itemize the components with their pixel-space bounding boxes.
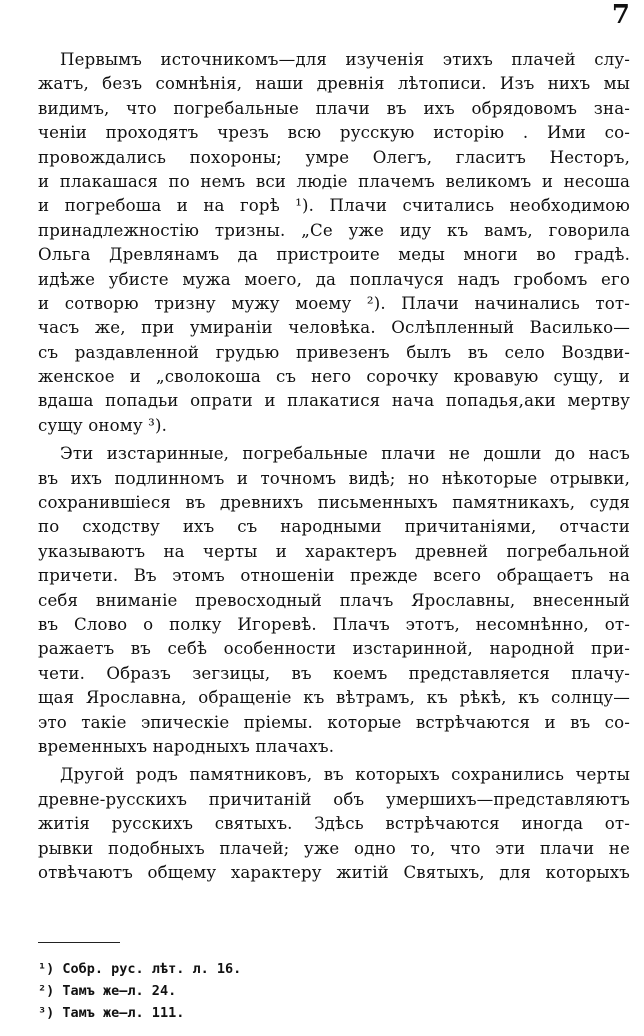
text-line: провождались похороны; умре Олегъ, гласитъ Несторъ, xyxy=(38,147,630,167)
text-line: Эти изстаринные, погребальные плачи не дошли до насъ xyxy=(60,444,630,464)
footnote-divider xyxy=(38,942,120,943)
text-line: и сотворю тризну мужу моему ²). Плачи начинались тот- xyxy=(38,293,630,313)
text-line: себя вниманіе превосходный плачъ Ярославны, внесенный xyxy=(38,590,630,610)
footnote-2 xyxy=(38,980,438,1002)
text-line: Ольга Древлянамъ да пристроите меды многи во градѣ. xyxy=(38,245,630,265)
text-line: идѣже убисте мужа моего, да поплачуся надъ гробомъ его xyxy=(38,269,630,289)
text-line: древне-русскихъ причитаній объ умершихъ—представляютъ xyxy=(38,789,630,809)
footnote-mark: ²) xyxy=(38,983,55,999)
footnote-mark: ³) xyxy=(38,1005,55,1021)
text-line: рывки подобныхъ плачей; уже одно то, что эти плачи не xyxy=(38,838,630,858)
text-line: съ раздавленной грудью привезенъ былъ въ село Воздви- xyxy=(38,342,630,362)
text-line: временныхъ народныхъ плачахъ. xyxy=(38,736,335,756)
text-line: это такіе эпическіе пріемы. которые встрѣчаются и въ со- xyxy=(38,712,630,732)
text-line: въ Слово о полку Игоревѣ. Плачъ этотъ, несомнѣнно, от- xyxy=(38,614,630,634)
text-line: указываютъ на черты и характеръ древней погребальной xyxy=(38,541,630,561)
footnote-mark: ¹) xyxy=(38,961,55,977)
main-text xyxy=(38,48,630,885)
page-number: 7 xyxy=(611,0,630,30)
paragraph-2 xyxy=(38,442,630,759)
footnote-text: Собр. рус. лѣт. л. 16. xyxy=(62,961,242,977)
text-line: Первымъ источникомъ—для изученія этихъ плачей слу- xyxy=(60,50,630,69)
paragraph-3 xyxy=(38,763,630,885)
text-line: принадлежностію тризны. „Се уже иду къ вамъ, говорила xyxy=(38,220,630,240)
text-line: видимъ, что погребальные плачи въ ихъ обрядовомъ зна- xyxy=(38,98,630,118)
footnotes xyxy=(38,958,438,1024)
footnote-1 xyxy=(38,958,438,980)
text-line: причети. Въ этомъ отношеніи прежде всего обращаетъ на xyxy=(38,566,630,586)
text-line: по сходству ихъ съ народными причитаніями, отчасти xyxy=(38,517,630,537)
text-line: ченіи проходятъ чрезъ всю русскую исторію . Ими со- xyxy=(38,123,630,143)
text-line: сущу оному ³). xyxy=(38,415,168,435)
footnote-3 xyxy=(38,1002,438,1024)
text-line: ражаетъ въ себѣ особенности изстаринной, народной при- xyxy=(38,639,630,659)
text-line: Другой родъ памятниковъ, въ которыхъ сохранились черты xyxy=(60,765,630,785)
paragraph-1 xyxy=(38,48,630,438)
text-line: въ ихъ подлинномъ и точномъ видѣ; но нѣкоторые отрывки, xyxy=(38,468,630,488)
footnote-text: Тамъ же—л. 24. xyxy=(62,983,177,999)
footnote-text: Тамъ же—л. 111. xyxy=(62,1005,185,1021)
text-line: житія русскихъ святыхъ. Здѣсь встрѣчаются иногда от- xyxy=(38,814,630,834)
text-line: чети. Образъ зегзицы, въ коемъ представляется плачу- xyxy=(38,663,630,683)
text-line: женское и „сволокоша съ него сорочку кровавую сущу, и xyxy=(38,367,630,387)
text-line: часъ же, при умираніи человѣка. Ослѣпленный Василько— xyxy=(38,318,630,338)
text-line: и плакашася по немъ вси людіе плачемъ великомъ и несоша xyxy=(38,171,630,191)
text-line: щая Ярославна, обращеніе къ вѣтрамъ, къ рѣкѣ, къ солнцу— xyxy=(38,688,630,708)
text-line: сохранившіеся въ древнихъ письменныхъ памятникахъ, судя xyxy=(38,493,630,513)
text-line: отвѣчаютъ общему характеру житій Святыхъ, для которыхъ xyxy=(38,862,630,882)
text-line: вдаша попадьи опрати и плакатися нача попадья,аки мертву xyxy=(38,391,630,411)
text-line: жатъ, безъ сомнѣнія, наши древнія лѣтописи. Изъ нихъ мы xyxy=(38,74,630,94)
text-line: и погребоша и на горѣ ¹). Плачи считались необходимою xyxy=(38,196,630,216)
